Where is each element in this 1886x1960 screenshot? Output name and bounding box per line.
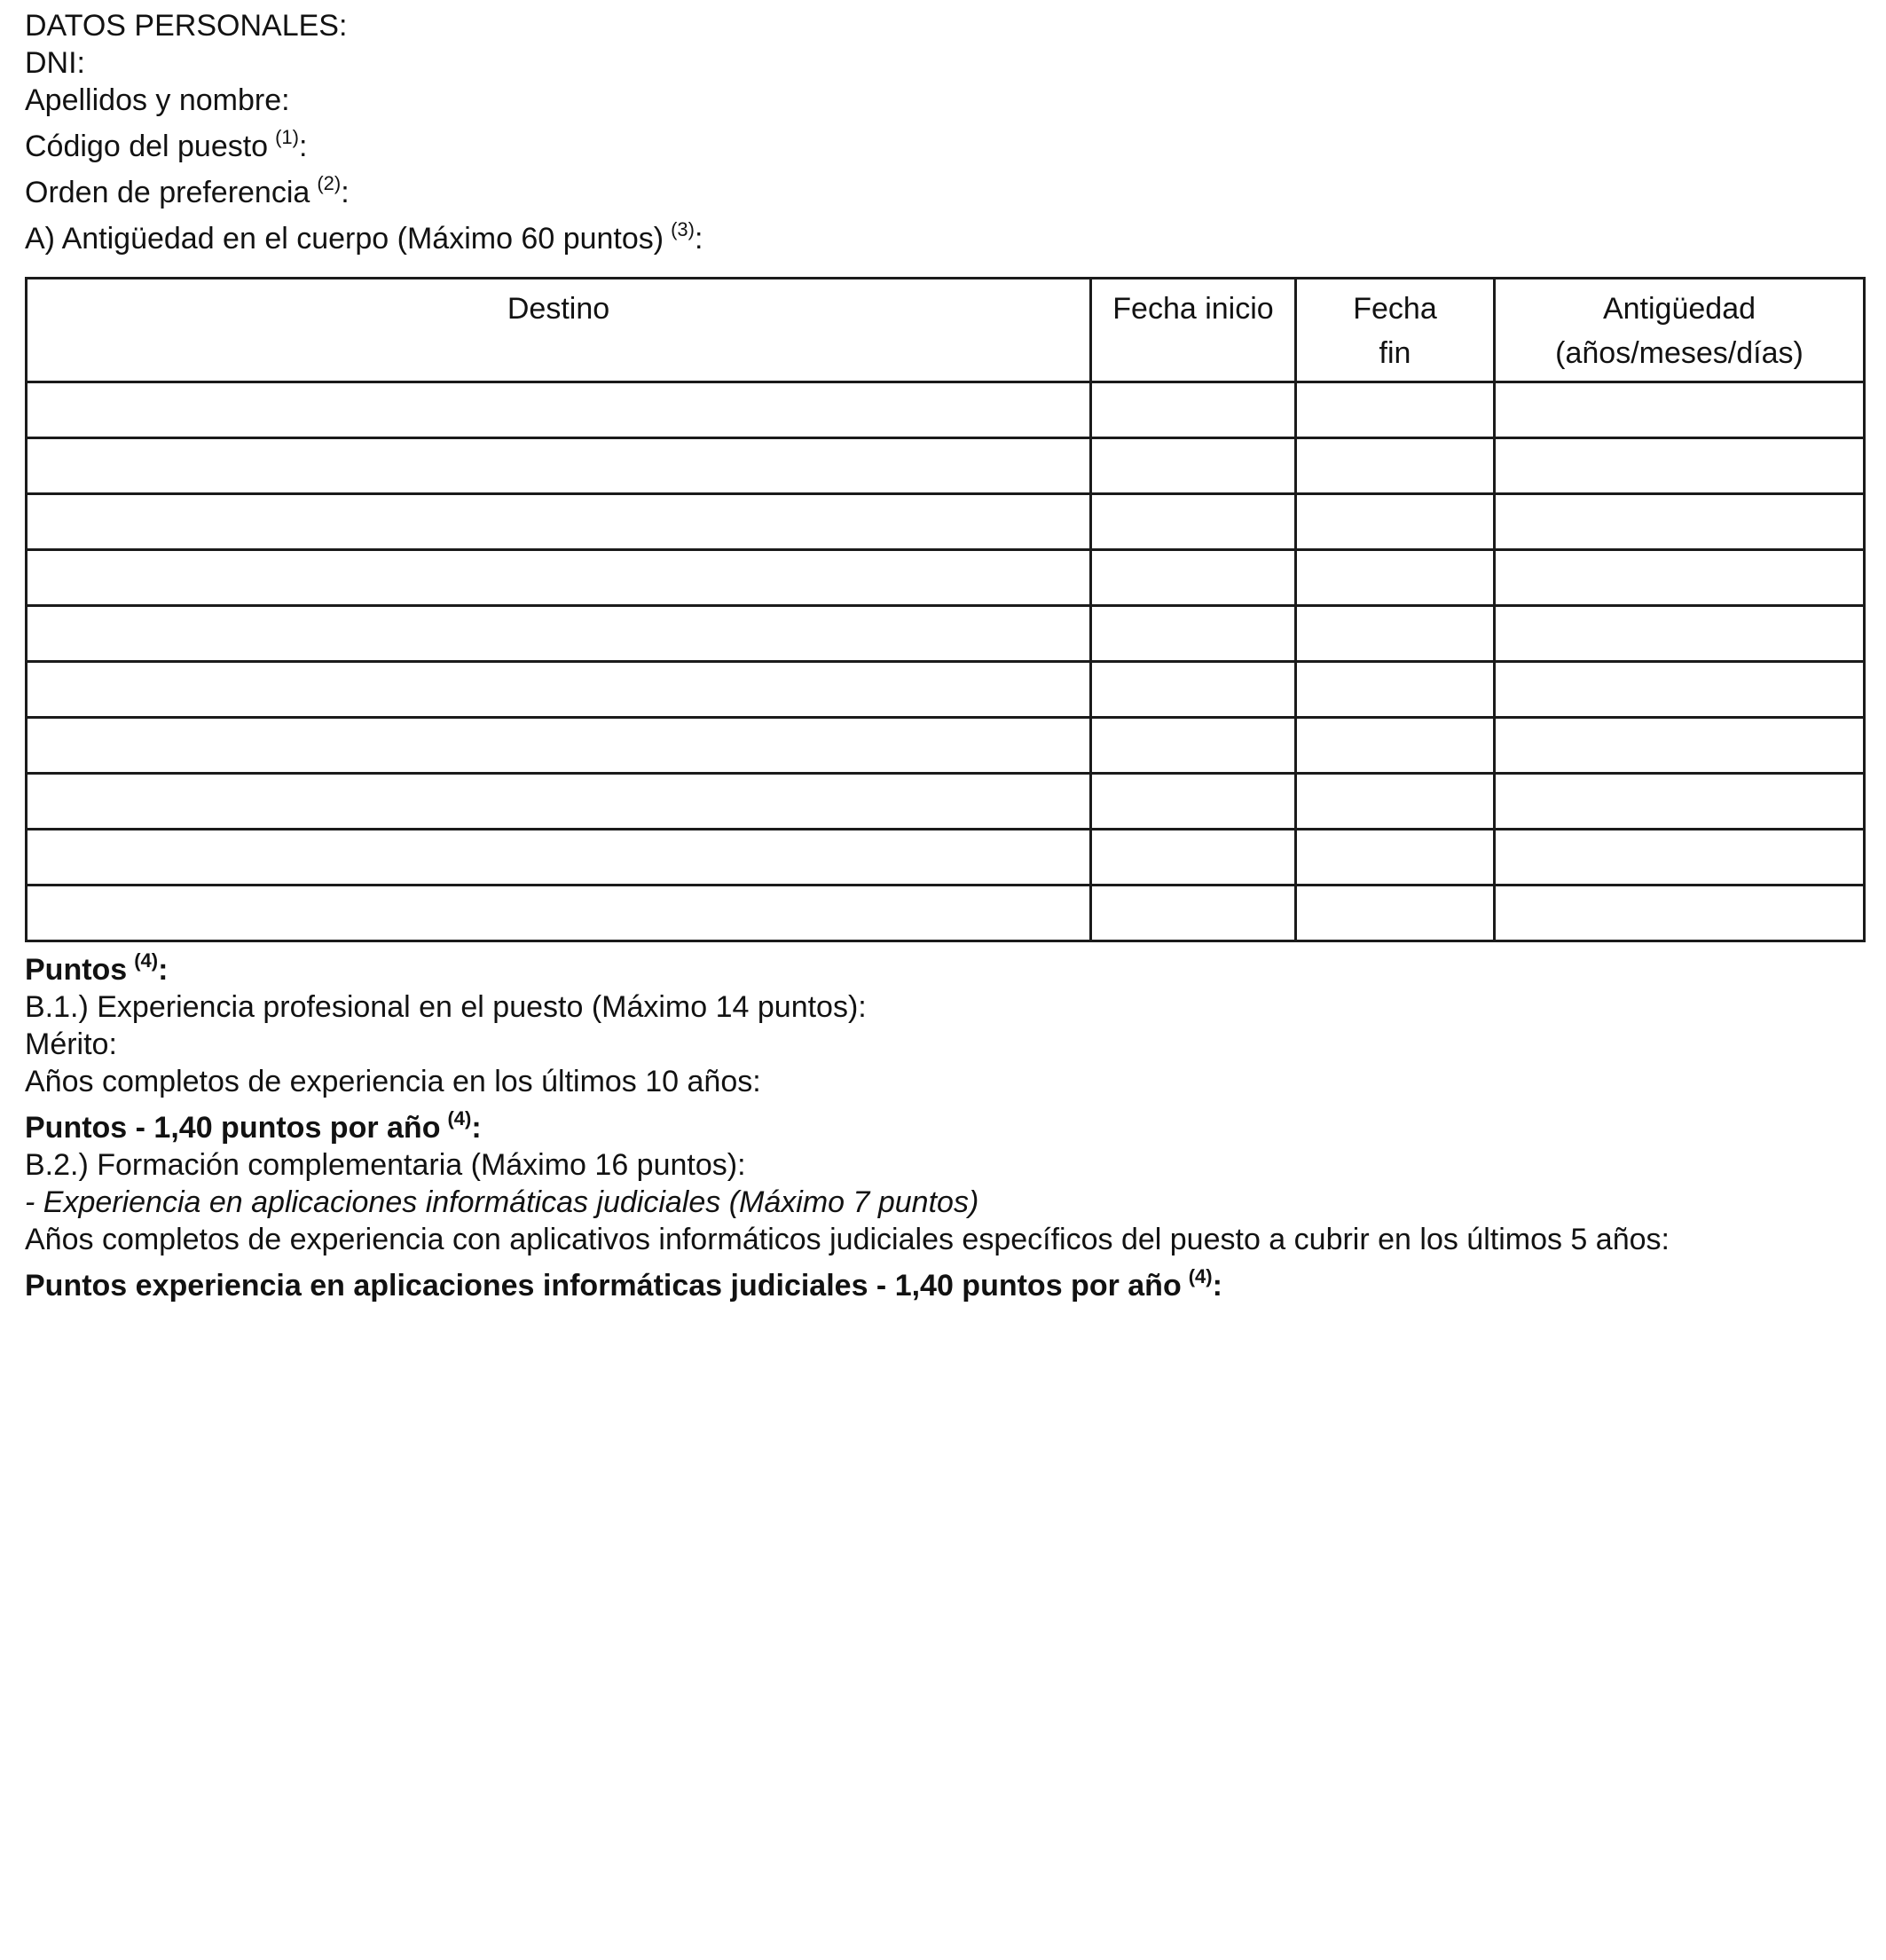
antiguedad-table-row	[27, 830, 1865, 886]
cell-antiguedad	[1495, 606, 1865, 662]
footnote-marker-1: (1)	[275, 126, 299, 148]
cell-fecha-inicio	[1091, 382, 1296, 438]
cell-fecha-inicio	[1091, 550, 1296, 606]
section-a-heading-text: A) Antigüedad en el cuerpo (Máximo 60 puntos)	[25, 222, 664, 256]
cell-destino	[27, 606, 1091, 662]
column-header-antiguedad-line2: (años/meses/días)	[1555, 336, 1803, 370]
section-b2-puntos-colon: :	[1212, 1269, 1222, 1303]
section-b1-experiencia: Años completos de experiencia en los últimos 10 años:	[25, 1065, 761, 1098]
section-a-heading	[25, 211, 1863, 257]
section-b1-merito: Mérito:	[25, 1027, 117, 1061]
antiguedad-table-row	[27, 662, 1865, 718]
antiguedad-table-header-row	[27, 279, 1865, 382]
column-header-destino: Destino	[27, 279, 1091, 382]
cell-destino	[27, 550, 1091, 606]
antiguedad-table-row	[27, 606, 1865, 662]
footnote-marker-4b: (4)	[447, 1107, 472, 1130]
cell-fecha-fin	[1296, 438, 1495, 494]
column-header-antiguedad	[1495, 279, 1865, 382]
section-b2-apps-judiciales: - Experiencia en aplicaciones informáticas judiciales (Máximo 7 puntos)	[25, 1185, 979, 1219]
cell-fecha-inicio	[1091, 830, 1296, 886]
cell-fecha-fin	[1296, 718, 1495, 774]
cell-antiguedad	[1495, 438, 1865, 494]
section-b1-puntos-colon: :	[471, 1111, 482, 1145]
section-b2-experiencia: Años completos de experiencia con aplicativos informáticos judiciales específicos del puesto a cubrir en los últimos 5 años:	[25, 1223, 1670, 1256]
antiguedad-table-row	[27, 718, 1865, 774]
field-orden-preferencia-label: Orden de preferencia	[25, 176, 310, 209]
cell-antiguedad	[1495, 718, 1865, 774]
cell-fecha-inicio	[1091, 662, 1296, 718]
antiguedad-table-row	[27, 774, 1865, 830]
field-codigo-puesto-label: Código del puesto	[25, 130, 269, 163]
cell-destino	[27, 494, 1091, 550]
section-b2-heading: B.2.) Formación complementaria (Máximo 16 puntos):	[25, 1148, 746, 1182]
section-a-puntos-colon: :	[158, 953, 169, 987]
column-header-fecha-fin	[1296, 279, 1495, 382]
column-header-fecha-fin-line1: Fecha	[1353, 292, 1437, 326]
column-header-fecha-fin-line2: fin	[1379, 336, 1411, 370]
section-b1-heading: B.1.) Experiencia profesional en el puesto (Máximo 14 puntos):	[25, 990, 867, 1024]
footnote-marker-2: (2)	[317, 172, 342, 194]
field-dni: DNI:	[25, 46, 85, 80]
cell-fecha-inicio	[1091, 438, 1296, 494]
field-orden-preferencia-colon: :	[341, 176, 350, 209]
cell-fecha-inicio	[1091, 718, 1296, 774]
column-header-antiguedad-line1: Antigüedad	[1602, 292, 1756, 326]
cell-fecha-fin	[1296, 550, 1495, 606]
cell-fecha-inicio	[1091, 774, 1296, 830]
antiguedad-table-row	[27, 438, 1865, 494]
cell-antiguedad	[1495, 774, 1865, 830]
section-a-heading-colon: :	[694, 222, 703, 256]
section-b2-puntos	[25, 1258, 1863, 1304]
cell-fecha-inicio	[1091, 886, 1296, 941]
cell-antiguedad	[1495, 886, 1865, 941]
cell-destino	[27, 830, 1091, 886]
antiguedad-table-row	[27, 382, 1865, 438]
cell-fecha-fin	[1296, 606, 1495, 662]
antiguedad-table	[25, 277, 1866, 942]
cell-fecha-inicio	[1091, 494, 1296, 550]
cell-fecha-inicio	[1091, 606, 1296, 662]
section-a-puntos-label: Puntos	[25, 953, 128, 987]
cell-destino	[27, 438, 1091, 494]
cell-antiguedad	[1495, 662, 1865, 718]
cell-antiguedad	[1495, 494, 1865, 550]
cell-fecha-fin	[1296, 382, 1495, 438]
field-codigo-puesto	[25, 119, 1863, 165]
cell-destino	[27, 886, 1091, 941]
section-b1-puntos	[25, 1100, 1863, 1146]
antiguedad-table-row	[27, 550, 1865, 606]
section-b2-puntos-label: Puntos experiencia en aplicaciones informáticas judiciales - 1,40 puntos por año	[25, 1269, 1182, 1303]
cell-destino	[27, 662, 1091, 718]
cell-destino	[27, 382, 1091, 438]
cell-antiguedad	[1495, 382, 1865, 438]
cell-destino	[27, 718, 1091, 774]
field-codigo-puesto-colon: :	[298, 130, 308, 163]
footnote-marker-4: (4)	[134, 949, 159, 972]
cell-destino	[27, 774, 1091, 830]
cell-fecha-fin	[1296, 830, 1495, 886]
cell-fecha-fin	[1296, 662, 1495, 718]
antiguedad-table-row	[27, 494, 1865, 550]
datos-personales-heading: DATOS PERSONALES:	[25, 9, 348, 43]
cell-fecha-fin	[1296, 774, 1495, 830]
cell-antiguedad	[1495, 830, 1865, 886]
cell-fecha-fin	[1296, 886, 1495, 941]
cell-fecha-fin	[1296, 494, 1495, 550]
field-orden-preferencia	[25, 165, 1863, 211]
field-apellidos-nombre: Apellidos y nombre:	[25, 83, 290, 117]
antiguedad-table-row	[27, 886, 1865, 941]
section-b1-puntos-label: Puntos - 1,40 puntos por año	[25, 1111, 441, 1145]
footnote-marker-3: (3)	[671, 218, 695, 240]
antiguedad-table-body	[27, 382, 1865, 941]
column-header-fecha-inicio: Fecha inicio	[1091, 279, 1296, 382]
section-a-puntos	[25, 942, 1863, 988]
cell-antiguedad	[1495, 550, 1865, 606]
footnote-marker-4c: (4)	[1188, 1265, 1213, 1287]
